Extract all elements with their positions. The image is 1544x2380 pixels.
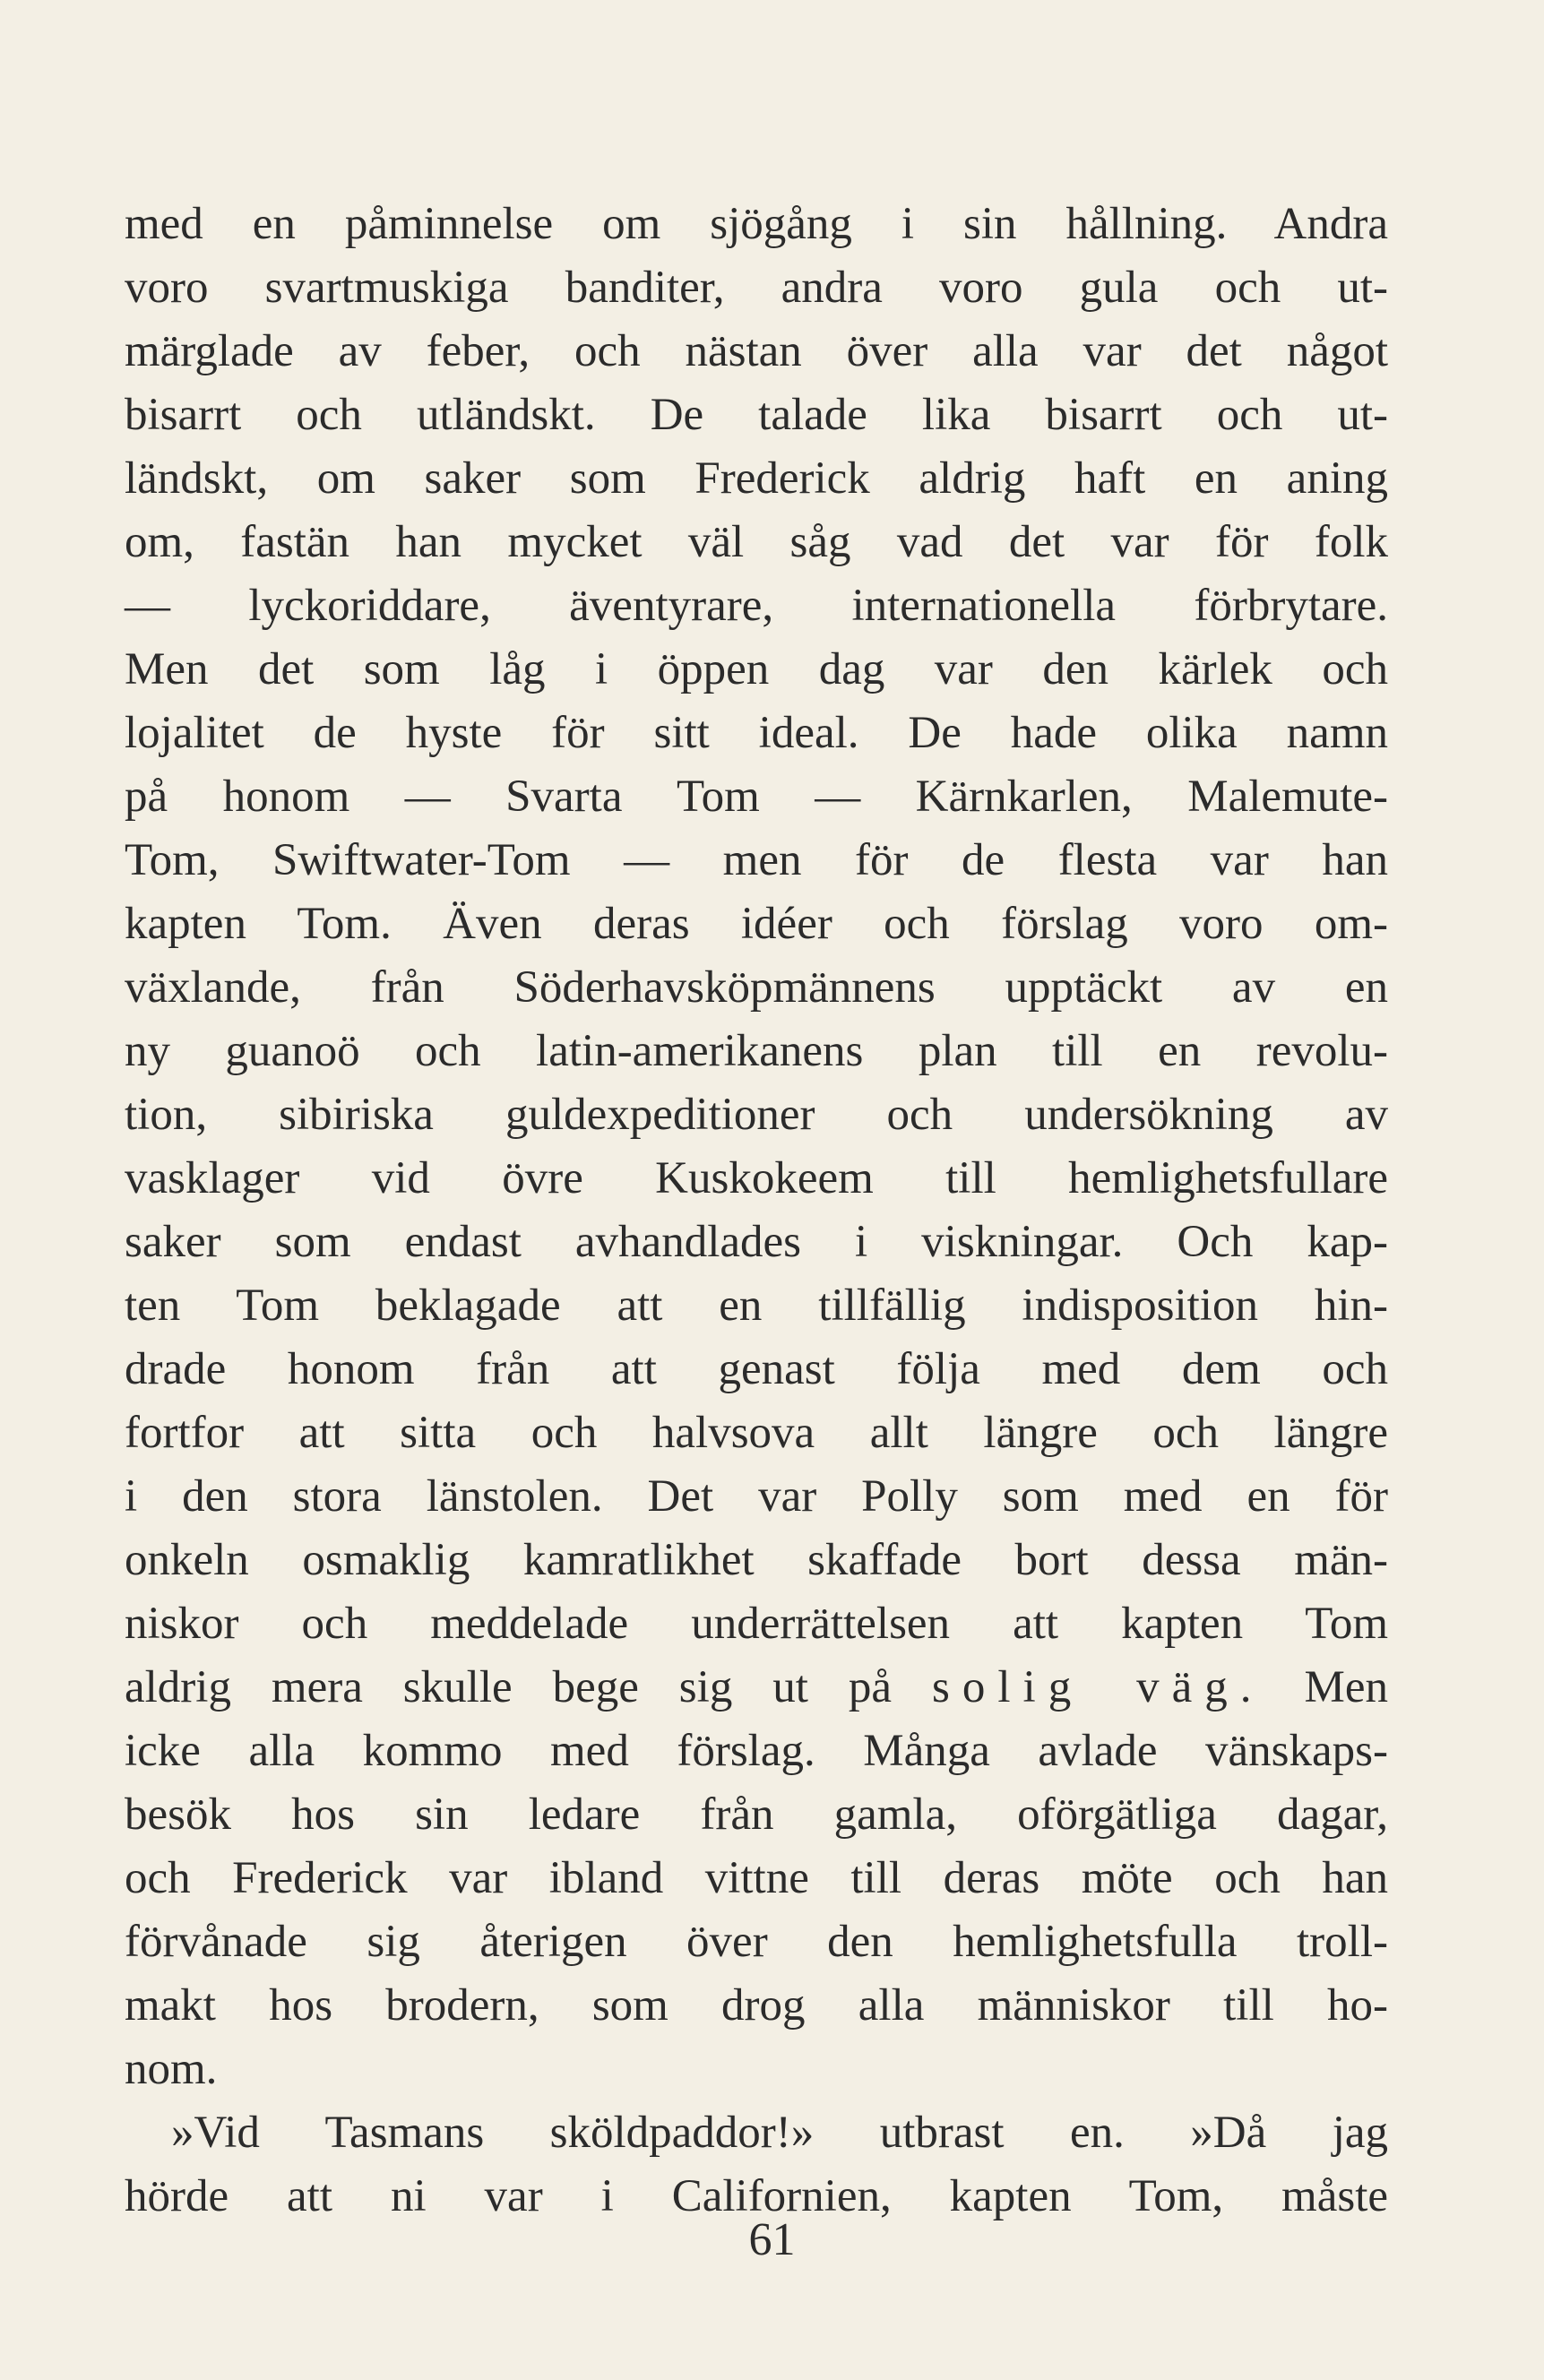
text-line: märglade av feber, och nästan över alla var det något: [125, 326, 1388, 376]
text-line: makt hos brodern, som drog alla människor till ho-: [125, 1980, 1388, 2031]
text-line: tion, sibiriska guldexpeditioner och undersökning av: [125, 1090, 1388, 1140]
text-line: niskor och meddelade underrättelsen att kapten Tom: [125, 1599, 1388, 1649]
text-line: »Vid Tasmans sköldpaddor!» utbrast en. »Då jag: [171, 2108, 1388, 2158]
emphasized-text: solig väg.: [932, 1662, 1264, 1712]
text-line: förvånade sig återigen över den hemlighetsfulla troll-: [125, 1917, 1388, 1967]
text-line: drade honom från att genast följa med dem och: [125, 1344, 1388, 1394]
text-line: kapten Tom. Även deras idéer och förslag voro om-: [125, 899, 1388, 949]
text-line: på honom — Svarta Tom — Kärnkarlen, Malemute-: [125, 772, 1388, 822]
text-line: Tom, Swiftwater-Tom — men för de flesta var han: [125, 835, 1388, 885]
page-number: 61: [748, 2214, 796, 2265]
text-line-spaced: [125, 1656, 1388, 1720]
text-line: vasklager vid övre Kuskokeem till hemlighetsfullare: [125, 1153, 1388, 1203]
text-line: bisarrt och utländskt. De talade lika bisarrt och ut-: [125, 390, 1388, 440]
text-line: ländskt, om saker som Frederick aldrig haft en aning: [125, 453, 1388, 504]
text-line: växlande, från Söderhavsköpmännens upptäckt av en: [125, 962, 1388, 1013]
text-line: hörde att ni var i Californien, kapten Tom, måste: [125, 2171, 1388, 2221]
text-line: lojalitet de hyste för sitt ideal. De hade olika namn: [125, 708, 1388, 758]
text-line: i den stora länstolen. Det var Polly som med en för: [125, 1471, 1388, 1522]
text-line: ten Tom beklagade att en tillfällig indisposition hin-: [125, 1281, 1388, 1331]
text-line: saker som endast avhandlades i viskningar. Och kap-: [125, 1217, 1388, 1267]
text-fragment: Men: [1304, 1662, 1389, 1712]
text-line: Men det som låg i öppen dag var den kärlek och: [125, 644, 1388, 694]
text-line: med en påminnelse om sjögång i sin hållning. Andra: [125, 199, 1388, 249]
text-fragment: aldrig mera skulle bege sig ut på: [125, 1662, 893, 1712]
text-line: voro svartmuskiga banditer, andra voro gula och ut-: [125, 263, 1388, 313]
text-line: — lyckoriddare, äventyrare, internationella förbrytare.: [125, 581, 1388, 631]
text-line: om, fastän han mycket väl såg vad det var för folk: [125, 517, 1388, 567]
text-line: och Frederick var ibland vittne till deras möte och han: [125, 1853, 1388, 1903]
body-text: [125, 193, 1388, 2229]
text-line: onkeln osmaklig kamratlikhet skaffade bort dessa män-: [125, 1535, 1388, 1585]
text-line: icke alla kommo med förslag. Många avlade vänskaps-: [125, 1726, 1388, 1776]
text-line: nom.: [125, 2044, 218, 2094]
text-line: fortfor att sitta och halvsova allt längre och längre: [125, 1408, 1388, 1458]
text-line: ny guanoö och latin-amerikanens plan till en revolu-: [125, 1026, 1388, 1076]
text-line: besök hos sin ledare från gamla, oförgätliga dagar,: [125, 1789, 1388, 1840]
